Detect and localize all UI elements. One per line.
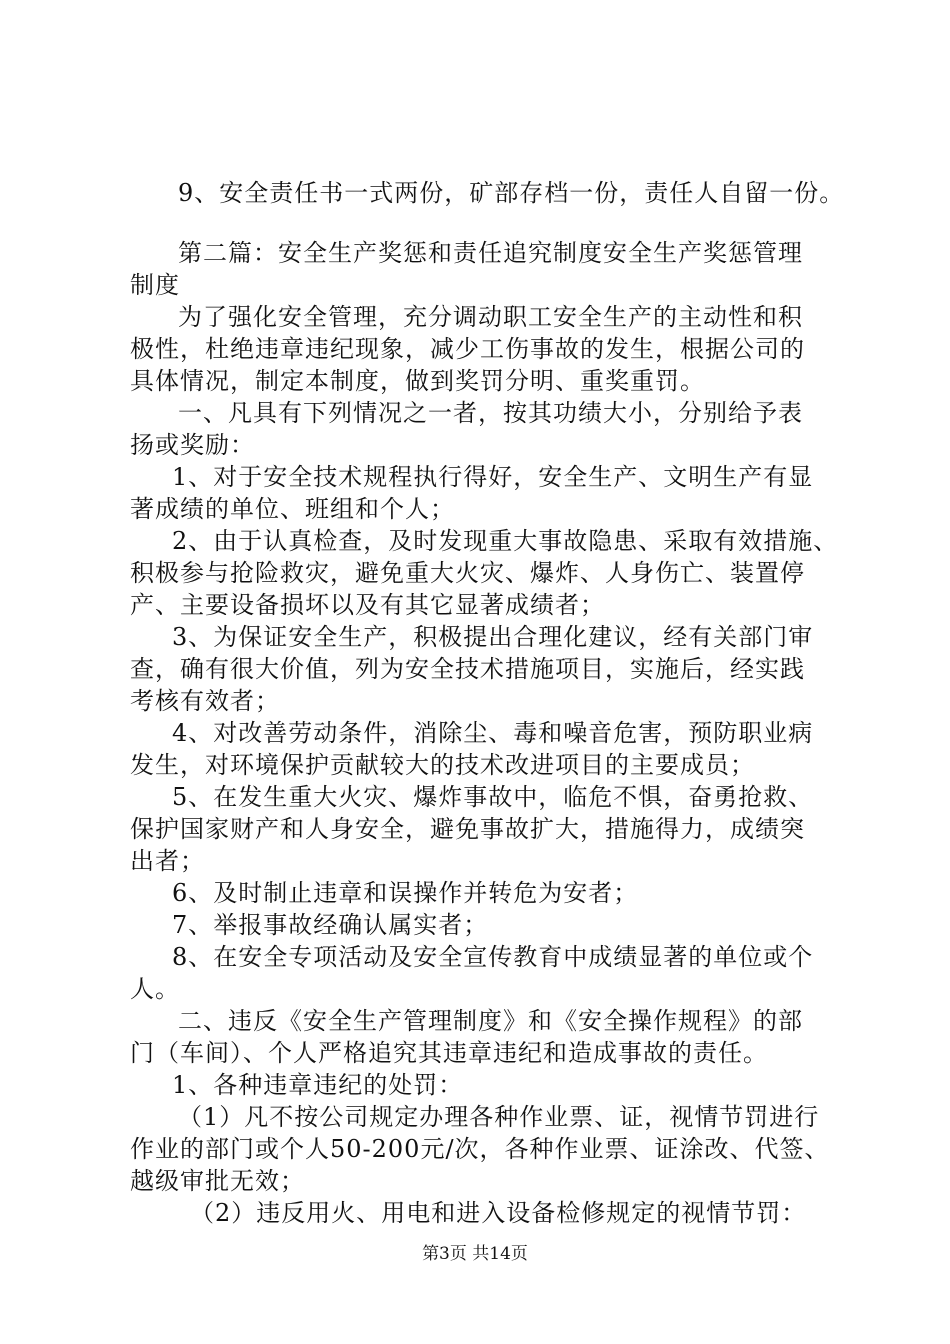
text-line: （1）凡不按公司规定办理各种作业票、证，视情节罚进行 [178, 1103, 820, 1131]
text-line: 极性，杜绝违章违纪现象，减少工伤事故的发生，根据公司的 [130, 335, 805, 363]
text-line: 9、安全责任书一式两份，矿部存档一份，责任人自留一份。 [178, 179, 845, 207]
text-line: 作业的部门或个人50-200元/次，各种作业票、证涂改、代签、 [130, 1135, 830, 1163]
text-line: 7、举报事故经确认属实者； [172, 911, 489, 939]
text-line: 4、对改善劳动条件，消除尘、毒和噪音危害，预防职业病 [172, 719, 814, 747]
text-line: 人。 [130, 975, 180, 1003]
text-line: 著成绩的单位、班组和个人； [130, 495, 455, 523]
text-line: 1、对于安全技术规程执行得好，安全生产、文明生产有显 [172, 463, 814, 491]
text-line: 门（车间）、个人严格追究其违章违纪和造成事故的责任。 [130, 1039, 768, 1067]
text-line: 6、及时制止违章和误操作并转危为安者； [172, 879, 639, 907]
section-title: 制度 [130, 271, 180, 299]
text-line: 二、违反《安全生产管理制度》和《安全操作规程》的部 [178, 1007, 803, 1035]
text-line: 出者； [130, 847, 205, 875]
text-line: 3、为保证安全生产，积极提出合理化建议，经有关部门审 [172, 623, 814, 651]
text-line: 产、主要设备损坏以及有其它显著成绩者； [130, 591, 605, 619]
text-line: 发生，对环境保护贡献较大的技术改进项目的主要成员； [130, 751, 755, 779]
text-line: 积极参与抢险救灾，避免重大火灾、爆炸、人身伤亡、装置停 [130, 559, 805, 587]
text-line: （2）违反用火、用电和进入设备检修规定的视情节罚： [190, 1199, 807, 1227]
text-line: 扬或奖励： [130, 431, 255, 459]
text-line: 考核有效者； [130, 687, 280, 715]
text-line: 保护国家财产和人身安全，避免事故扩大，措施得力，成绩突 [130, 815, 805, 843]
text-line: 一、凡具有下列情况之一者，按其功绩大小，分别给予表 [178, 399, 803, 427]
text-line: 5、在发生重大火灾、爆炸事故中，临危不惧，奋勇抢救、 [172, 783, 814, 811]
text-line: 查，确有很大价值，列为安全技术措施项目，实施后，经实践 [130, 655, 805, 683]
text-line: 2、由于认真检查，及时发现重大事故隐患、采取有效措施、 [172, 527, 839, 555]
page-number: 第3页 共14页 [422, 1244, 528, 1264]
text-line: 8、在安全专项活动及安全宣传教育中成绩显著的单位或个 [172, 943, 814, 971]
text-line: 为了强化安全管理，充分调动职工安全生产的主动性和积 [178, 303, 803, 331]
text-line: 越级审批无效； [130, 1167, 305, 1195]
text-line: 1、各种违章违纪的处罚： [172, 1071, 464, 1099]
section-title: 第二篇：安全生产奖惩和责任追究制度安全生产奖惩管理 [178, 239, 803, 267]
text-line: 具体情况，制定本制度，做到奖罚分明、重奖重罚。 [130, 367, 705, 395]
